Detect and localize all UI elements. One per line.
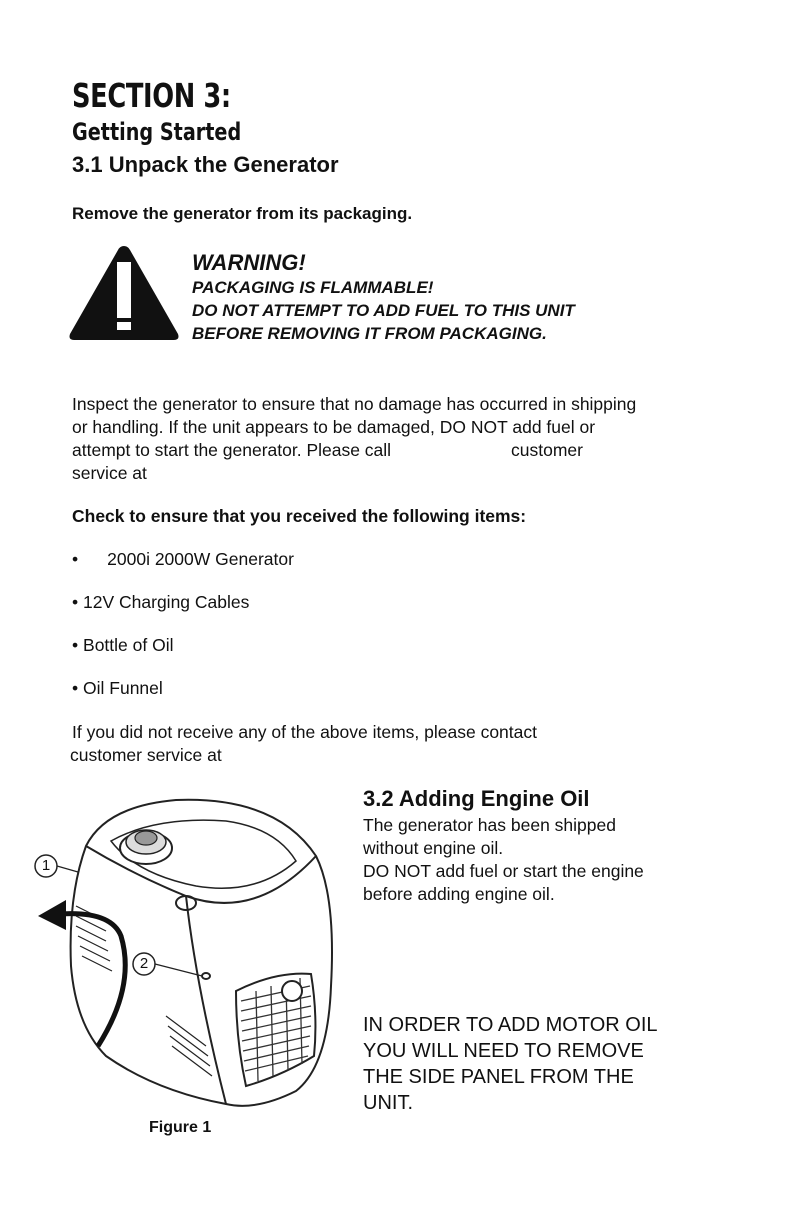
bullet: • <box>72 635 79 655</box>
instruction-line: THE SIDE PANEL FROM THE <box>363 1066 634 1088</box>
warning-title: WARNING! <box>192 250 306 275</box>
warning-line: DO NOT ATTEMPT TO ADD FUEL TO THIS UNIT <box>192 301 575 320</box>
inspect-line: attempt to start the generator. Please call <box>72 440 392 460</box>
oil-section-title: 3.2 Adding Engine Oil <box>363 786 590 811</box>
callout-1-label: 1 <box>41 857 51 874</box>
instruction-line: UNIT. <box>363 1092 413 1114</box>
inspect-line: customer <box>511 440 583 460</box>
contact-line: customer service at <box>70 745 222 765</box>
instruction-line: YOU WILL NEED TO REMOVE <box>363 1040 644 1062</box>
intro-text: Remove the generator from its packaging. <box>72 204 413 223</box>
checklist-heading: Check to ensure that you received the following items: <box>72 506 527 526</box>
item-text: 12V Charging Cables <box>83 592 250 612</box>
item-text: 2000i 2000W Generator <box>107 549 294 569</box>
oil-line: before adding engine oil. <box>363 884 555 904</box>
contact-line: If you did not receive any of the above items, please contact <box>72 722 537 742</box>
list-item <box>72 635 173 656</box>
section-heading: SECTION 3: <box>72 76 231 115</box>
section-subtitle: Getting Started <box>72 118 242 146</box>
list-item <box>72 549 294 570</box>
figure-caption: Figure 1 <box>149 1119 212 1136</box>
callout-2-label: 2 <box>139 955 149 972</box>
item-text: Oil Funnel <box>83 678 163 698</box>
item-text: Bottle of Oil <box>83 635 174 655</box>
sub-section-heading: 3.1 Unpack the Generator <box>72 152 339 177</box>
oil-line: DO NOT add fuel or start the engine <box>363 861 644 881</box>
list-item <box>72 678 163 699</box>
bullet: • <box>72 592 79 612</box>
arrow-icon <box>38 900 125 1046</box>
inspect-line: Inspect the generator to ensure that no damage has occurred in shipping <box>72 394 637 414</box>
inspect-line: service at <box>72 463 147 483</box>
oil-line: without engine oil. <box>363 838 504 858</box>
fuel-cap-icon <box>120 830 172 864</box>
oil-line: The generator has been shipped <box>363 815 616 835</box>
instruction-line: IN ORDER TO ADD MOTOR OIL <box>363 1014 658 1036</box>
grille-icon <box>241 978 311 1081</box>
bullet: • <box>72 678 79 698</box>
bullet: • <box>72 549 79 569</box>
warning-line: PACKAGING IS FLAMMABLE! <box>192 278 434 297</box>
instruction-block <box>363 1012 723 1116</box>
warning-triangle-icon <box>66 242 182 344</box>
inspect-line: or handling. If the unit appears to be damaged, DO NOT add fuel or <box>72 417 596 437</box>
warning-line: BEFORE REMOVING IT FROM PACKAGING. <box>192 324 547 343</box>
list-item <box>72 592 249 613</box>
generator-illustration <box>26 786 346 1116</box>
